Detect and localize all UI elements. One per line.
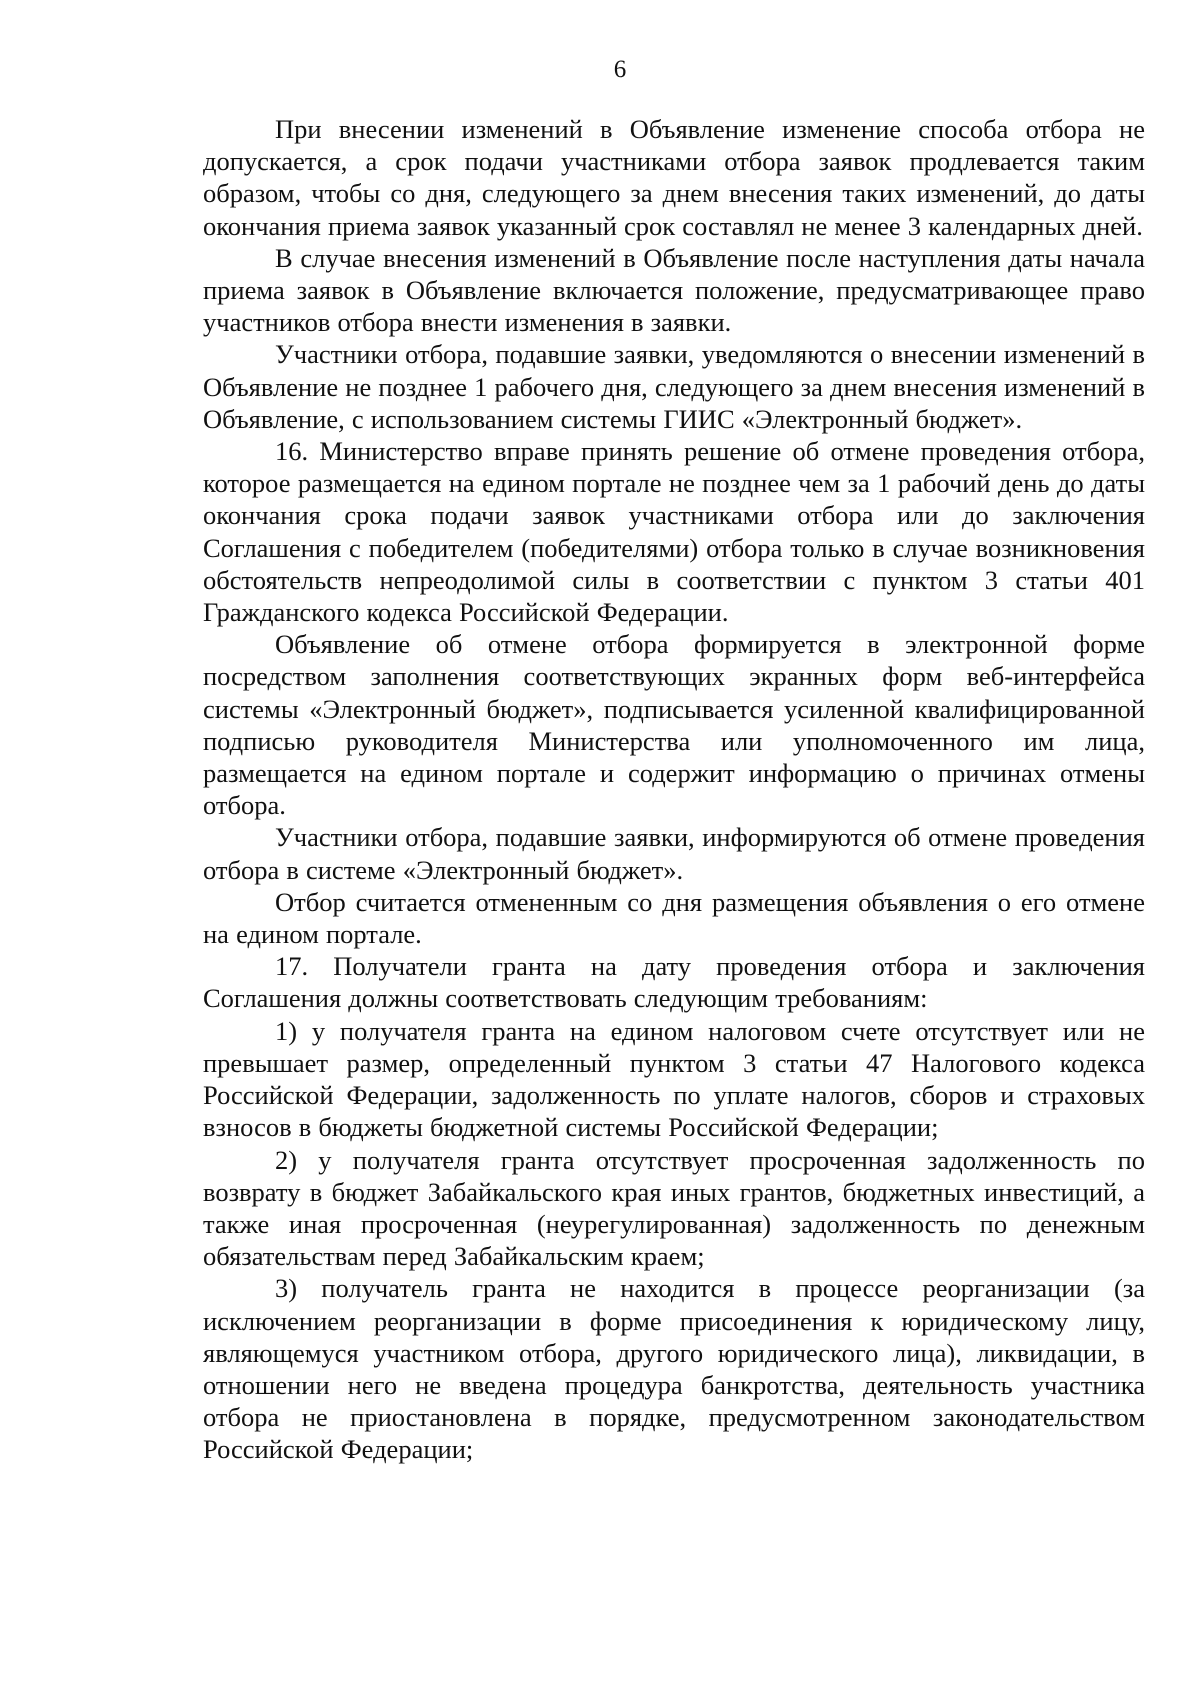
list-item: 2) у получателя гранта отсутствует просроченная задолженность по возврату в бюджет Забайкальского края иных грантов, бюджетных инвестиций, а также иная просроченная (неурегулированная) задолженность по денежным обязательствам перед Забайкальским краем;: [203, 1144, 1145, 1272]
paragraph: Участники отбора, подавшие заявки, информируются об отмене проведения отбора в системе «Электронный бюджет».: [203, 822, 1145, 885]
list-item: 3) получатель гранта не находится в процессе реорганизации (за исключением реорганизации в форме присоединения к юридическому лицу, являющемуся участником отбора, другого юридического лица), ликвидации, в отношении него не введена процедура банкротства, деятельность участника отбора не приостановлена в порядке, предусмотренном законодательством Российской Федерации;: [203, 1273, 1145, 1465]
paragraph: В случае внесения изменений в Объявление после наступления даты начала приема заявок в Объявление включается положение, предусматривающее право участников отбора внести изменения в заявки.: [203, 242, 1145, 338]
paragraph: Объявление об отмене отбора формируется в электронной форме посредством заполнения соответствующих экранных форм веб-интерфейса системы «Электронный бюджет», подписывается усиленной квалифицированной подписью руководителя Министерства или уполномоченного им лица, размещается на едином портале и содержит информацию о причинах отмены отбора.: [203, 629, 1145, 821]
document-body: [203, 113, 1145, 1466]
paragraph-item-17: 17. Получатели гранта на дату проведения отбора и заключения Соглашения должны соответствовать следующим требованиям:: [203, 951, 1145, 1014]
list-item: 1) у получателя гранта на едином налоговом счете отсутствует или не превышает размер, определенный пунктом 3 статьи 47 Налогового кодекса Российской Федерации, задолженность по уплате налогов, сборов и страховых взносов в бюджеты бюджетной системы Российской Федерации;: [203, 1015, 1145, 1143]
paragraph-item-16: 16. Министерство вправе принять решение об отмене проведения отбора, которое размещается на едином портале не позднее чем за 1 рабочий день до даты окончания срока подачи заявок участниками отбора или до заключения Соглашения с победителем (победителями) отбора только в случае возникновения обстоятельств непреодолимой силы в соответствии с пунктом 3 статьи 401 Гражданского кодекса Российской Федерации.: [203, 436, 1145, 628]
page-number: 6: [613, 56, 627, 83]
paragraph: При внесении изменений в Объявление изменение способа отбора не допускается, а срок подачи участниками отбора заявок продлевается таким образом, чтобы со дня, следующего за днем внесения таких изменений, до даты окончания приема заявок указанный срок составлял не менее 3 календарных дней.: [203, 114, 1145, 241]
paragraph: Участники отбора, подавшие заявки, уведомляются о внесении изменений в Объявление не позднее 1 рабочего дня, следующего за днем внесения изменений в Объявление, с использованием системы ГИИС «Электронный бюджет».: [203, 339, 1145, 434]
paragraph: Отбор считается отмененным со дня размещения объявления о его отмене на едином портале.: [203, 886, 1145, 950]
